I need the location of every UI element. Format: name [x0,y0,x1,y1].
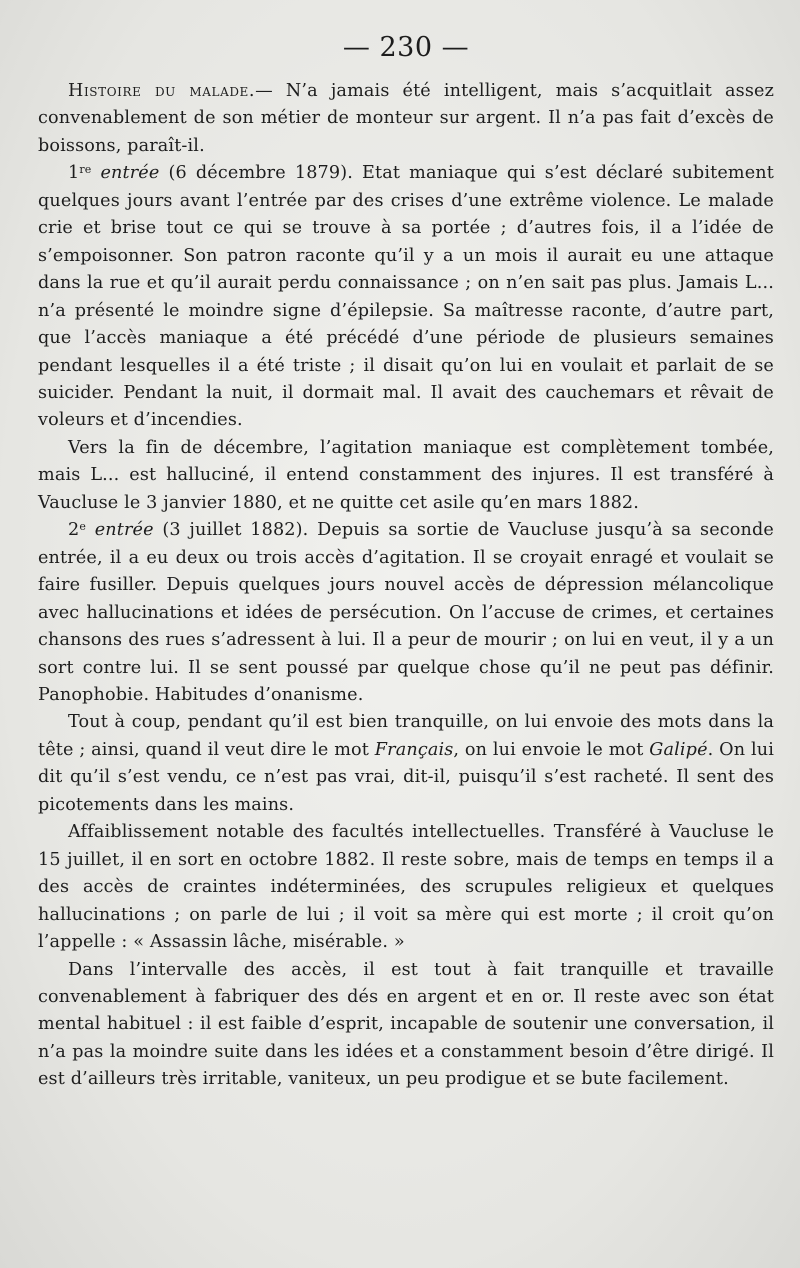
paragraph-words [38,709,774,819]
page-number: — 230 — [342,32,470,63]
book-page [38,30,774,1094]
paragraph-text: Affaiblissement notable des facultés intellectuelles. Transféré à Vaucluse le 15 juillet, il en sort en octobre 1882. Il reste sobre, mais de temps en temps il a des accès de craintes indéterminées, des scrupules religieux et quelques hallucinations ; on parle de lui ; il voit sa mère qui est morte ; il croit qu’on l’appelle : « Assassin lâche, misérable. » [38,822,774,953]
paragraph-text: Tout à coup, pendant qu’il est bien tranquille, on lui envoie des mots dans la tête ; ainsi, quand il veut dire le mot [38,712,774,760]
admission-label: entrée [94,520,154,541]
italic-word: Français [374,739,454,760]
paragraph-first-admission [38,160,774,435]
admission-number: 2 [68,520,80,541]
paragraph-text: — N’a jamais été intelligent, mais s’acquitlait assez convenablement de son métier de monteur sur argent. Il n’a pas fait d’excès de boissons, paraît-il. [38,81,775,156]
paragraph-history [38,78,774,160]
ordinal-suffix: e [79,520,87,534]
admission-number: 1 [68,163,80,184]
paragraph-december [38,435,774,517]
section-heading: Histoire du malade. [68,81,256,101]
paragraph-interval [38,957,774,1094]
paragraph-text: , on lui envoie le mot [453,739,650,760]
italic-word: Galipé [649,739,708,760]
paragraph-weakening [38,819,774,956]
admission-label: entrée [100,163,160,184]
paragraph-text: (6 décembre 1879). Etat maniaque qui s’est déclaré subitement quelques jours avant l’entrée par des crises d’une extrême violence. Le malade crie et brise tout ce qui se trouve à sa portée ; d’autres fois, il a l’idée de s’empoisonner. Son patron raconte qu’il y a un mois il aurait eu une attaque dans la rue et qu’il aurait perdu connaissance ; on n’en sait pas plus. Jamais L... n’a présenté le moindre signe d’épilepsie. Sa maîtresse raconte, d’autre part, que l’accès maniaque a été précédé d’une période de plusieurs semaines pendant lesquelles il a été triste ; il disait qu’on lui en voulait et parlait de se suicider. Pendant la nuit, il dormait mal. Il avait des cauchemars et rêvait de voleurs et d’incendies. [38,163,774,431]
paragraph-text: (3 juillet 1882). Depuis sa sortie de Vaucluse jusqu’à sa seconde entrée, il a eu deux ou trois accès d’agitation. Il se croyait enragé et voulait se faire fusiller. Depuis quelques jours nouvel accès de dépression mélancolique avec hallucinations et idées de persécution. On l’accuse de crimes, et certaines chansons des rues s’adressent à lui. Il a peur de mourir ; on lui en veut, il y a un sort contre lui. Il se sent poussé par quelque chose qu’il ne peut pas définir. Panophobie. Habitudes d’onanisme. [38,520,774,705]
paragraph-text: Vers la fin de décembre, l’agitation maniaque est complètement tombée, mais L... est halluciné, il entend constamment des injures. Il est transféré à Vaucluse le 3 janvier 1880, et ne quitte cet asile qu’en mars 1882. [38,437,774,513]
paragraph-text: Dans l’intervalle des accès, il est tout à fait tranquille et travaille convenablement à fabriquer des dés en argent et en or. Il reste avec son état mental habituel : il est faible d’esprit, incapable de soutenir une conversation, il n’a pas la moindre suite dans les idées et a constamment besoin d’être dirigé. Il est d’ailleurs très irritable, vaniteux, un peu prodigue et se bute facilement. [38,959,774,1090]
paragraph-second-admission [38,517,774,709]
paragraph-text: . On lui dit qu’il s’est vendu, ce n’est pas vrai, dit-il, puisqu’il s’est racheté. Il sent des picotements dans les mains. [38,739,774,815]
ordinal-suffix: re [79,163,92,177]
